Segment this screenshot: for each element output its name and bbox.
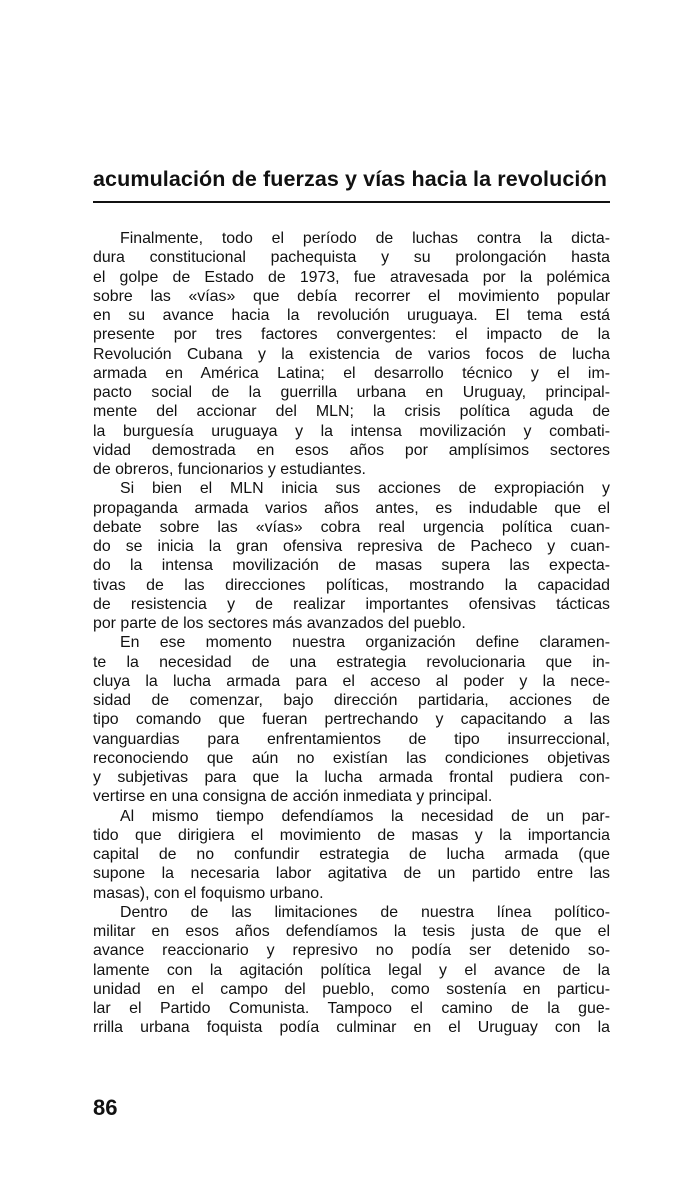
text-line: Revolución Cubana y la existencia de varios focos de lucha <box>93 345 610 363</box>
paragraph <box>93 807 610 903</box>
text-line: supone la necesaria labor agitativa de un partido entre las <box>93 865 610 883</box>
page-number: 86 <box>93 1095 118 1120</box>
text-line: propaganda armada varios años antes, es indudable que el <box>93 499 610 517</box>
paragraph <box>93 633 610 806</box>
text-line: vidad demostrada en esos años por amplísimos sectores <box>93 441 610 459</box>
text-line: lamente con la agitación política legal y el avance de la <box>93 961 610 979</box>
text-line: En ese momento nuestra organización define claramen- <box>120 634 610 652</box>
header-rule <box>93 201 610 203</box>
paragraph <box>93 479 610 633</box>
text-line: vertirse en una consigna de acción inmediata y principal. <box>93 788 493 806</box>
text-line: Si bien el MLN inicia sus acciones de expropiación y <box>120 480 610 498</box>
text-line: armada en América Latina; el desarrollo técnico y el im- <box>93 364 610 382</box>
text-line: por parte de los sectores más avanzados del pueblo. <box>93 615 466 632</box>
paragraph <box>93 903 610 1038</box>
text-line: Al mismo tiempo defendíamos la necesidad de un par- <box>120 807 610 825</box>
text-line: de obreros, funcionarios y estudiantes. <box>93 461 366 478</box>
text-line: y subjetivas para que la lucha armada frontal pudiera con- <box>93 769 610 786</box>
text-line: pacto social de la guerrilla urbana en Uruguay, principal- <box>93 384 610 401</box>
text-line: presente por tres factores convergentes: el impacto de la <box>93 326 610 344</box>
text-line: lar el Partido Comunista. Tampoco el camino de la gue- <box>93 1000 610 1017</box>
text-line: Dentro de las limitaciones de nuestra línea político- <box>120 903 610 921</box>
text-line: reconociendo que aún no existían las condiciones objetivas <box>93 749 610 767</box>
text-line: sidad de comenzar, bajo dirección partidaria, acciones de <box>93 692 610 709</box>
text-line: capital de no confundir estrategia de lucha armada (que <box>93 846 610 863</box>
text-line: el golpe de Estado de 1973, fue atravesada por la polémica <box>93 268 610 286</box>
running-head: acumulación de fuerzas y vías hacia la revolución <box>93 167 607 191</box>
text-line: Finalmente, todo el período de luchas contra la dicta- <box>120 230 610 247</box>
paragraph <box>93 229 610 479</box>
text-line: do la intensa movilización de masas supera las expecta- <box>93 557 610 575</box>
text-line: de resistencia y de realizar importantes ofensivas tácticas <box>93 595 610 613</box>
text-line: vanguardias para enfrentamientos de tipo insurreccional, <box>93 730 610 748</box>
text-line: rrilla urbana foquista podía culminar en el Uruguay con la <box>93 1019 610 1037</box>
text-line: la burguesía uruguaya y la intensa movilización y combati- <box>93 422 610 440</box>
text-line: tipo comando que fueran pertrechando y capacitando a las <box>93 711 610 729</box>
text-line: sobre las «vías» que debía recorrer el movimiento popular <box>93 287 610 305</box>
text-line: unidad en el campo del pueblo, como sostenía en particu- <box>93 980 610 998</box>
text-line: masas), con el foquismo urbano. <box>93 884 324 902</box>
text-line: militar en esos años defendíamos la tesis justa de que el <box>93 923 610 940</box>
text-line: tivas de las direcciones políticas, mostrando la capacidad <box>93 576 610 594</box>
text-line: mente del accionar del MLN; la crisis política aguda de <box>93 403 610 421</box>
text-line: dura constitucional pachequista y su prolongación hasta <box>93 249 610 267</box>
text-line: en su avance hacia la revolución uruguaya. El tema está <box>93 307 610 324</box>
text-line: cluya la lucha armada para el acceso al poder y la nece- <box>93 672 610 690</box>
body-text <box>93 229 610 1038</box>
text-line: debate sobre las «vías» cobra real urgencia política cuan- <box>93 518 610 536</box>
text-line: do se inicia la gran ofensiva represiva de Pacheco y cuan- <box>93 538 610 555</box>
text-line: te la necesidad de una estrategia revolucionaria que in- <box>93 653 610 671</box>
text-line: avance reaccionario y represivo no podía ser detenido so- <box>93 942 610 960</box>
text-line: tido que dirigiera el movimiento de masas y la importancia <box>93 826 610 844</box>
